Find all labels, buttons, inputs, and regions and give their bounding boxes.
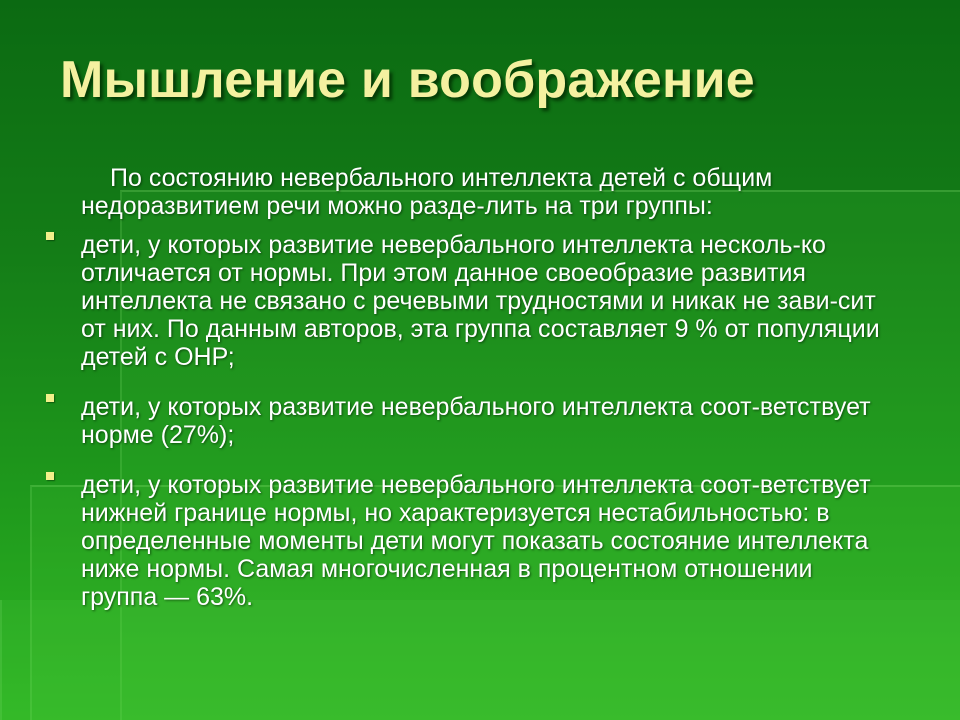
square-bullet-icon xyxy=(46,472,54,480)
bullet-item xyxy=(81,231,891,371)
square-bullet-icon xyxy=(46,232,54,240)
background-panel xyxy=(0,600,960,720)
bullet-list xyxy=(81,231,891,611)
slide-title: Мышление и воображение xyxy=(60,51,755,109)
slide-body xyxy=(81,164,891,611)
bullet-item xyxy=(81,393,891,449)
bullet-text: дети, у которых развитие невербального интеллекта соот-ветствует нижней границе нормы, но характеризуется нестабильностью: в определенные моменты дети могут показать состояние интеллекта ниже нормы. Самая многочисленная в процентном отношении группа — 63%. xyxy=(81,471,871,611)
bullet-text: дети, у которых развитие невербального интеллекта несколь-ко отличается от нормы. При этом данное своеобразие развития интеллекта не связано с речевыми трудностями и никак не зави-сит от них. По данным авторов, эта группа составляет 9 % от популяции детей с ОНР; xyxy=(81,231,880,371)
bullet-text: дети, у которых развитие невербального интеллекта соот-ветствует норме (27%); xyxy=(81,393,871,449)
intro-paragraph: По состоянию невербального интеллекта детей с общим недоразвитием речи можно разде-лить на три группы: xyxy=(81,164,773,220)
square-bullet-icon xyxy=(46,394,54,402)
bullet-item xyxy=(81,471,891,611)
